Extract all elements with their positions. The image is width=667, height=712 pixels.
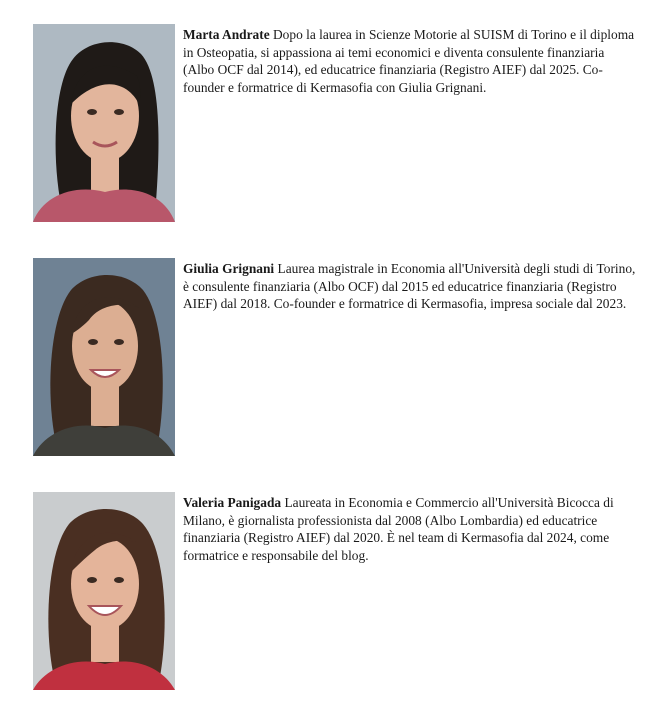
person-name: Marta Andrate: [183, 27, 270, 42]
portrait-image: [33, 24, 175, 222]
bio-text: [183, 494, 638, 564]
portrait-image: [33, 492, 175, 690]
person-bio: Dopo la laurea in Scienze Motorie al SUISM di Torino e il diploma in Osteopatia, si appassiona ai temi economici e diventa consulente finanziaria (Albo OCF dal 2014), ed educatrice finanziaria (Registro AIEF) dal 2025. Co-founder e formatrice di Kermasofia con Giulia Grignani.: [183, 27, 635, 95]
bio-block-valeria-panigada: [33, 492, 643, 692]
person-name: Giulia Grignani: [183, 261, 275, 276]
person-name: Valeria Panigada: [183, 495, 282, 510]
portrait-photo: [33, 24, 175, 222]
bio-block-giulia-grignani: [33, 258, 643, 458]
bio-text: [183, 260, 638, 313]
bio-text: [183, 26, 638, 96]
portrait-image: [33, 258, 175, 456]
person-bio: Laureata in Economia e Commercio all'Università Bicocca di Milano, è giornalista professionista dal 2008 (Albo Lombardia) ed educatrice finanziaria (Registro AIEF) dal 2020. È nel team di Kermasofia dal 2024, come formatrice e responsabile del blog.: [183, 495, 614, 563]
portrait-photo: [33, 258, 175, 456]
bio-block-marta-andrate: [33, 24, 643, 224]
portrait-photo: [33, 492, 175, 690]
person-bio: Laurea magistrale in Economia all'Università degli studi di Torino, è consulente finanziaria (Albo OCF) dal 2015 ed educatrice finanziaria (Registro AIEF) dal 2018. Co-founder e formatrice di Kermasofia, impresa sociale dal 2023.: [183, 261, 636, 312]
